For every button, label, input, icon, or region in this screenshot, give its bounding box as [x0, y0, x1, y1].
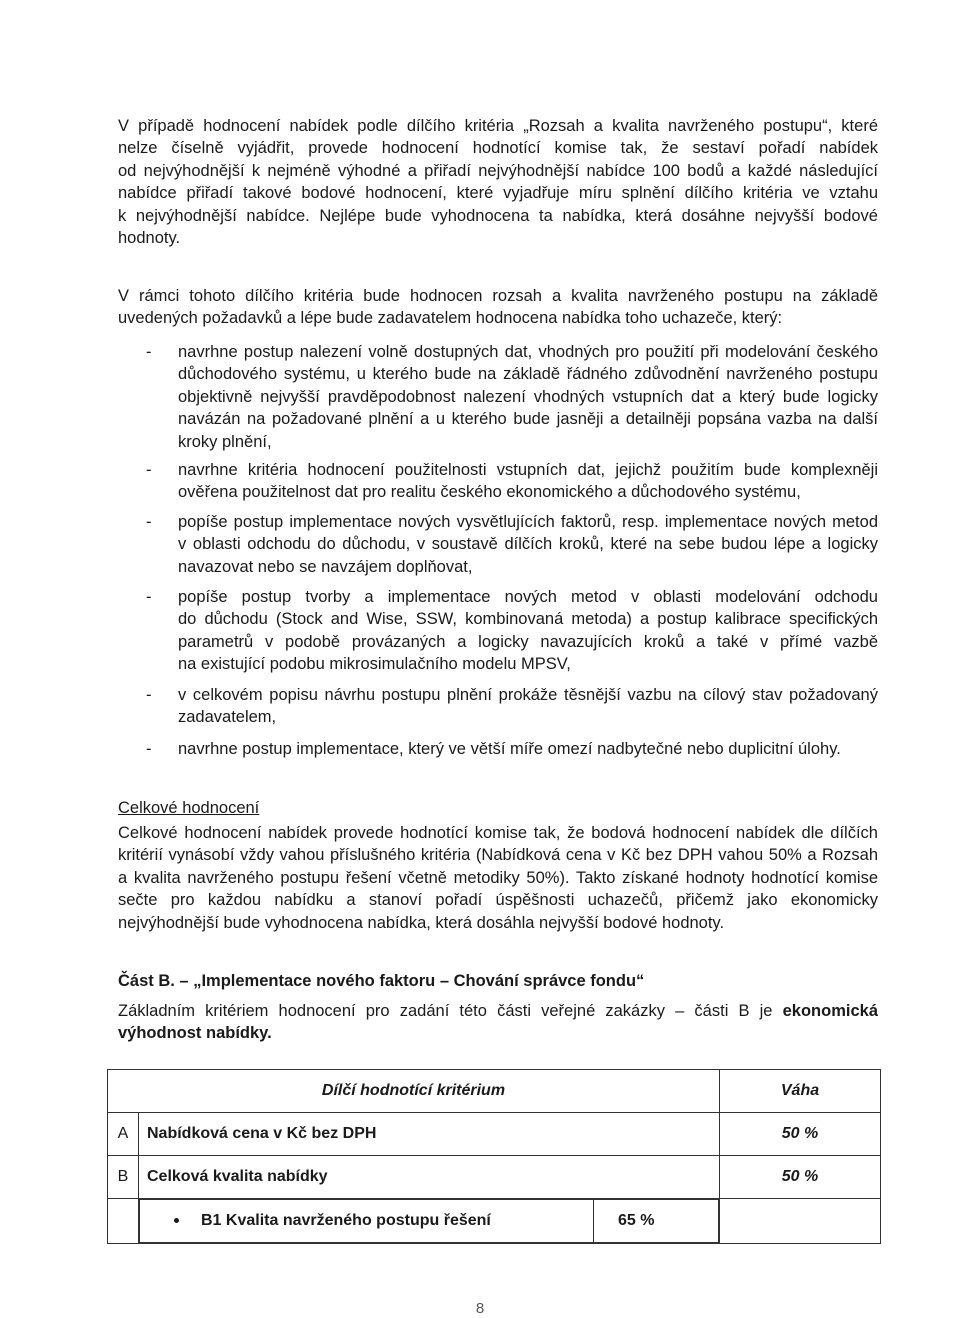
- header-criterion: Dílčí hodnotící kritérium: [108, 1070, 720, 1113]
- section-heading-cast-b: Část B. – „Implementace nového faktoru – Chování správce fondu“: [118, 972, 645, 990]
- text-line: sečte pro každou nabídku a stanoví pořadí úspěšnosti uchazečů, přičemž jako ekonomicky: [118, 891, 878, 910]
- text-line: ověřena použitelnost dat pro realitu českého ekonomického a důchodového systému,: [178, 483, 801, 502]
- subcriterion-cell: [139, 1199, 720, 1244]
- text-line: [118, 1022, 878, 1044]
- list-dash: -: [146, 588, 152, 606]
- section-heading-celkove-hodnoceni: Celkové hodnocení: [118, 799, 260, 817]
- row-letter-empty: [108, 1199, 139, 1244]
- text-line: v oblasti odchodu do důchodu, v soustavě dílčích kroků, které na sebe budou lépe a logicky: [178, 535, 878, 554]
- page-number: 8: [475, 1300, 485, 1317]
- list-dash: -: [146, 461, 152, 479]
- row-weight: 50 %: [720, 1113, 881, 1156]
- text-line: zadavatelem,: [178, 708, 277, 727]
- text-line: V rámci tohoto dílčího kritéria bude hodnocen rozsah a kvalita navrženého postupu na základě: [118, 287, 878, 305]
- paragraph-hodnoceni-rozsah: [118, 115, 878, 249]
- text-line: na existující podobu mikrosimulačního modelu MPSV,: [178, 655, 571, 674]
- criteria-table: [107, 1069, 881, 1244]
- text-line: k nejvýhodnější nabídce. Nejlépe bude vyhodnocena ta nabídka, která dosáhne nejvyšší bodové: [118, 206, 878, 225]
- row-letter: A: [108, 1113, 139, 1156]
- text-normal: Základním kritériem hodnocení pro zadání této části veřejné zakázky – části B je: [118, 1002, 773, 1020]
- text-line: navrhne postup implementace, který ve větší míře omezí nadbytečné nebo duplicitní úlohy.: [178, 740, 841, 758]
- text-line: v celkovém popisu návrhu postupu plnění prokáže těsnější vazbu na cílový stav požadovaný: [178, 686, 878, 704]
- text-line: [118, 1000, 878, 1022]
- text-line: popíše postup implementace nových vysvětlujících faktorů, resp. implementace nových metod: [178, 513, 878, 531]
- text-line: a kvalita navrženého postupu řešení včetně metodiky 50%). Takto získané hodnoty hodnotící komise: [118, 868, 878, 887]
- text-bold: výhodnost nabídky.: [118, 1024, 272, 1043]
- paragraph-celkove-hodnoceni: [118, 822, 878, 934]
- text-line: objektivně nejvyšší pravděpodobnost nalezení vhodných vstupních dat a který bude logicky: [178, 387, 878, 406]
- text-line: nelze číselně vyjádřit, provede hodnocení hodnotící komise tak, že sestaví pořadí nabídek: [118, 139, 878, 158]
- subcriterion-name: [140, 1200, 594, 1243]
- bullet-icon: [174, 1218, 179, 1223]
- list-dash: -: [146, 513, 152, 531]
- text-line: důchodového systému, u kterého bude na základě řádného zdůvodnění navrženého postupu: [178, 365, 878, 384]
- text-line: V případě hodnocení nabídek podle dílčího kritéria „Rozsah a kvalita navrženého postupu“, které: [118, 117, 878, 135]
- header-weight: Váha: [720, 1070, 881, 1113]
- text-bold: ekonomická: [782, 1002, 878, 1020]
- subcriterion-label: B1 Kvalita navrženého postupu řešení: [201, 1212, 491, 1229]
- table-row: [108, 1113, 881, 1156]
- text-line: kroky plnění,: [178, 432, 272, 451]
- text-line: do důchodu (Stock and Wise, SSW, kombinovaná metoda) a postup kalibrace specifických: [178, 610, 878, 629]
- text-line: uvedených požadavků a lépe bude zadavatelem hodnocena nabídka toho uchazeče, který:: [118, 309, 783, 328]
- text-line: kritérií vynásobí vždy vahou příslušného kritéria (Nabídková cena v Kč bez DPH vahou 50% a Rozsah: [118, 846, 878, 865]
- text-line: od nejvýhodnější k nejméně výhodné a přiřadí nejvýhodnější nabídce 100 bodů a každé následující: [118, 161, 878, 180]
- list-dash: -: [146, 740, 152, 758]
- row-letter: B: [108, 1156, 139, 1199]
- paragraph-zakladni-kriterium: [118, 1000, 878, 1045]
- text-line: navrhne postup nalezení volně dostupných dat, vhodných pro použití při modelování českého: [178, 343, 878, 361]
- text-line: hodnoty.: [118, 229, 181, 248]
- row-weight: 50 %: [720, 1156, 881, 1199]
- text-line: navazovat nebo se navzájem doplňovat,: [178, 557, 473, 576]
- table-subrow: [108, 1199, 881, 1244]
- subcriterion-table: [139, 1199, 719, 1243]
- subcriterion-weight: 65 %: [594, 1200, 719, 1243]
- text-line: nabídce přiřadí takové bodové hodnocení, které vyjadřuje míru splnění dílčího kritéria ve vztahu: [118, 184, 878, 203]
- row-weight-empty: [720, 1199, 881, 1244]
- text-line: parametrů v podobě provázaných a logicky navazujících kroků a také v přímé vazbě: [178, 632, 878, 651]
- row-criterion: Celková kvalita nabídky: [139, 1156, 720, 1199]
- list-dash: -: [146, 686, 152, 704]
- text-line: popíše postup tvorby a implementace nových metod v oblasti modelování odchodu: [178, 588, 878, 606]
- table-header-row: [108, 1070, 881, 1113]
- list-dash: -: [146, 343, 152, 361]
- paragraph-ramec-kriteria: [118, 285, 878, 330]
- text-line: navrhne kritéria hodnocení použitelnosti vstupních dat, jejichž použitím bude komplexněji: [178, 461, 878, 479]
- text-line: navázán na požadované plnění a u kterého bude jasněji a detailněji popsána vazba na další: [178, 410, 878, 429]
- text-line: nejvýhodnější bude vyhodnocena nabídka, která dosáhla nejvyšší bodové hodnoty.: [118, 913, 725, 932]
- text-line: Celkové hodnocení nabídek provede hodnotící komise tak, že bodová hodnocení nabídek dle dílčích: [118, 824, 878, 842]
- row-criterion: Nabídková cena v Kč bez DPH: [139, 1113, 720, 1156]
- table-row: [108, 1156, 881, 1199]
